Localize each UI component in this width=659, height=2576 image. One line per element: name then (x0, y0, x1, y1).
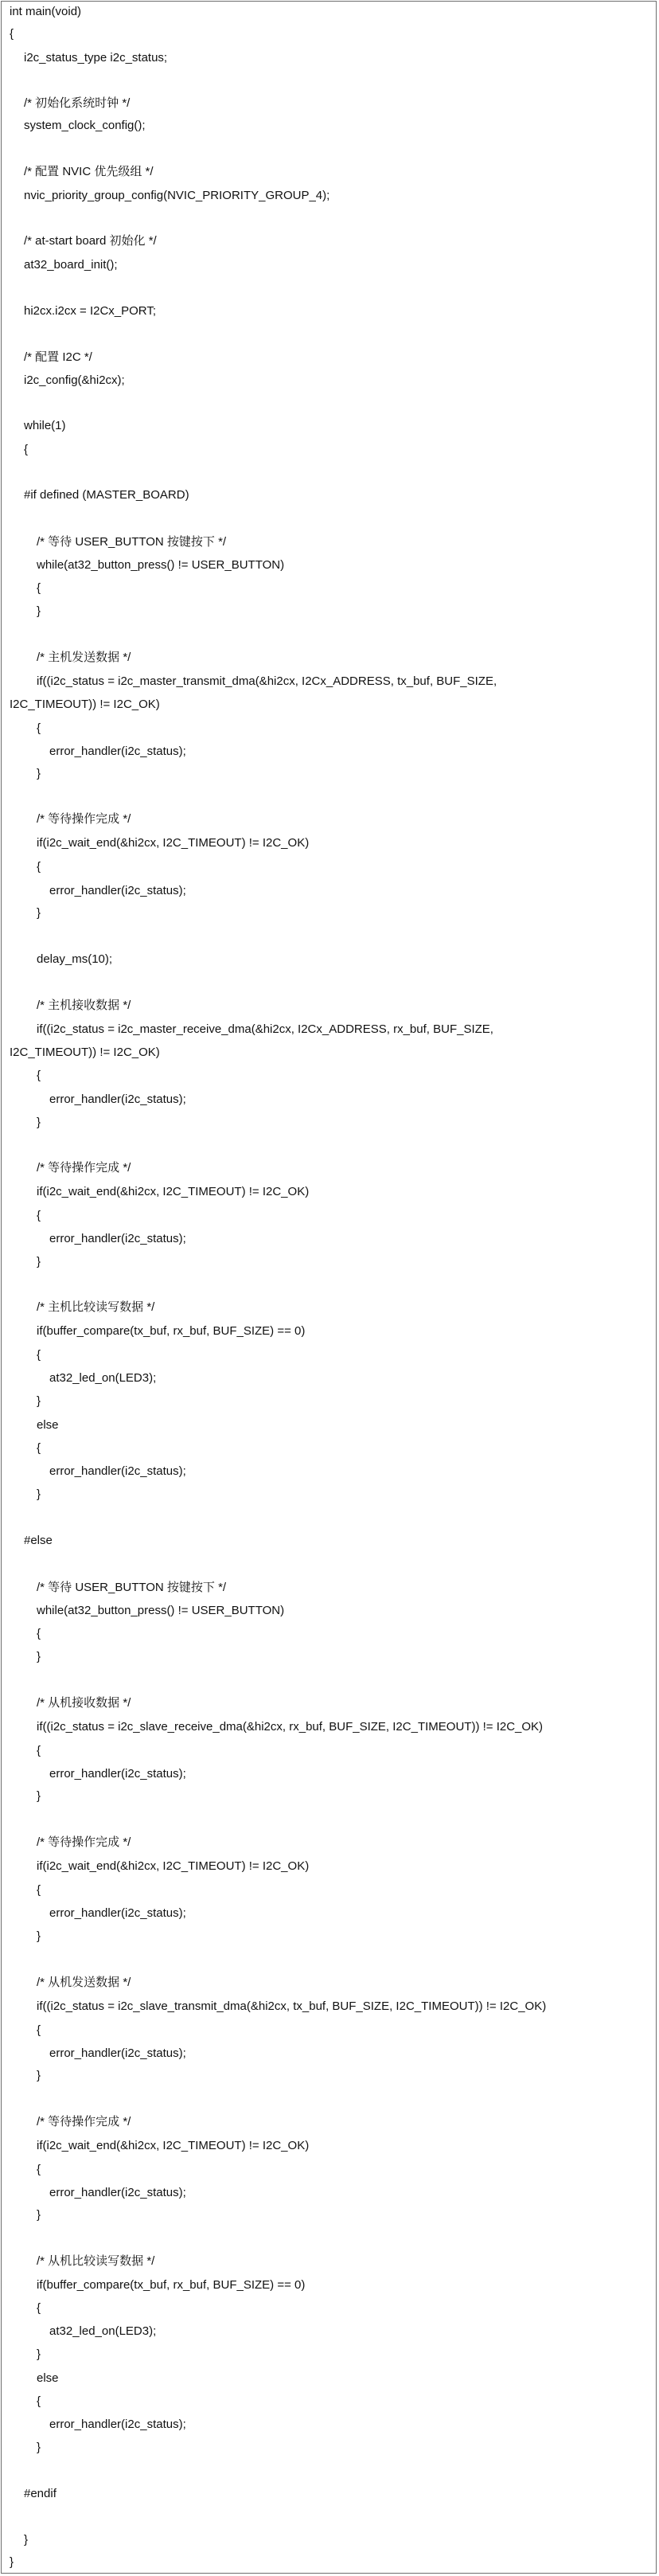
code-line: } (37, 1650, 41, 1663)
code-line: { (37, 1744, 41, 1757)
code-line: nvic_priority_group_config(NVIC_PRIORITY_GROUP_4); (24, 189, 330, 202)
code-line: /* 等待操作完成 */ (37, 1161, 131, 1175)
code-line: /* 主机比较读写数据 */ (37, 1300, 155, 1314)
code-line: { (37, 1441, 41, 1455)
code-line: { (37, 2301, 41, 2315)
code-line: { (10, 27, 14, 41)
code-line: /* 等待操作完成 */ (37, 1835, 131, 1849)
code-line: #else (24, 1534, 53, 1547)
code-line: /* 从机比较读写数据 */ (37, 2254, 155, 2268)
code-line: { (37, 860, 41, 874)
code-line: } (37, 767, 41, 780)
code-line: } (37, 1255, 41, 1268)
code-line: i2c_status_type i2c_status; (24, 51, 168, 64)
code-line: } (37, 1394, 41, 1408)
code-line: system_clock_config(); (24, 119, 146, 132)
code-line: error_handler(i2c_status); (49, 1767, 186, 1781)
code-line: error_handler(i2c_status); (49, 884, 186, 897)
function-signature: int main(void) (10, 5, 82, 18)
code-line: } (37, 1116, 41, 1129)
code-line: error_handler(i2c_status); (49, 2046, 186, 2060)
code-line: #endif (24, 2487, 57, 2500)
code-line: error_handler(i2c_status); (49, 1464, 186, 1478)
code-line: } (24, 2533, 29, 2547)
code-line: /* 等待 USER_BUTTON 按键按下 */ (37, 1581, 227, 1594)
code-line: if((i2c_status = i2c_slave_transmit_dma(&hi2cx, tx_buf, BUF_SIZE, I2C_TIMEOUT)) != I2C_OK) (37, 1999, 547, 2013)
code-line: } (37, 1789, 41, 1803)
code-line: at32_led_on(LED3); (49, 1371, 157, 1385)
code-line: error_handler(i2c_status); (49, 745, 186, 758)
code-line: at32_board_init(); (24, 258, 118, 272)
code-line: error_handler(i2c_status); (49, 1232, 186, 1245)
code-line: /* 主机接收数据 */ (37, 999, 131, 1012)
code-line: } (37, 2069, 41, 2082)
code-line: while(at32_button_press() != USER_BUTTON) (37, 558, 285, 572)
code-line: { (37, 2394, 41, 2408)
code-line: { (37, 1069, 41, 1082)
code-line: } (37, 604, 41, 618)
code-line: /* 配置 I2C */ (24, 350, 92, 364)
code-line: { (37, 1348, 41, 1362)
code-line: /* 初始化系统时钟 */ (24, 96, 131, 110)
code-line: if((i2c_status = i2c_master_receive_dma(&hi2cx, I2Cx_ADDRESS, rx_buf, BUF_SIZE, (37, 1022, 493, 1036)
code-line: /* 等待 USER_BUTTON 按键按下 */ (37, 535, 227, 549)
code-line: } (37, 2208, 41, 2222)
code-line: if(buffer_compare(tx_buf, rx_buf, BUF_SIZE) == 0) (37, 1324, 306, 1338)
code-line: /* 等待操作完成 */ (37, 812, 131, 826)
code-line: /* 从机发送数据 */ (37, 1976, 131, 1989)
code-line: } (37, 2347, 41, 2361)
code-line: } (37, 2441, 41, 2454)
code-line: at32_led_on(LED3); (49, 2324, 157, 2338)
code-line: /* 主机发送数据 */ (37, 651, 131, 664)
code-line: hi2cx.i2cx = I2Cx_PORT; (24, 304, 157, 318)
code-line: error_handler(i2c_status); (49, 1906, 186, 1920)
code-line: { (37, 1883, 41, 1897)
code-line: if(i2c_wait_end(&hi2cx, I2C_TIMEOUT) != I2C_OK) (37, 1859, 310, 1873)
code-listing-frame (1, 1, 657, 2574)
code-line: { (37, 2163, 41, 2176)
code-line: if(i2c_wait_end(&hi2cx, I2C_TIMEOUT) != I2C_OK) (37, 1185, 310, 1198)
code-line: if((i2c_status = i2c_master_transmit_dma(&hi2cx, I2Cx_ADDRESS, tx_buf, BUF_SIZE, (37, 674, 497, 688)
code-line: { (37, 721, 41, 735)
code-line: if(buffer_compare(tx_buf, rx_buf, BUF_SIZE) == 0) (37, 2278, 306, 2292)
code-line: { (37, 2023, 41, 2037)
code-line: { (37, 581, 41, 595)
code-line: } (37, 1929, 41, 1943)
code-line: /* 从机接收数据 */ (37, 1696, 131, 1710)
code-line: if((i2c_status = i2c_slave_receive_dma(&hi2cx, rx_buf, BUF_SIZE, I2C_TIMEOUT)) != I2C_OK) (37, 1720, 544, 1734)
code-line: { (37, 1627, 41, 1640)
code-line: #if defined (MASTER_BOARD) (24, 488, 189, 502)
code-line: else (37, 2371, 59, 2385)
code-line: } (37, 1487, 41, 1501)
code-line: else (37, 1418, 59, 1432)
code-line: { (24, 443, 29, 456)
code-line: /* 等待操作完成 */ (37, 2115, 131, 2128)
code-line: if(i2c_wait_end(&hi2cx, I2C_TIMEOUT) != I2C_OK) (37, 836, 310, 850)
code-line: } (10, 2555, 14, 2569)
code-line: error_handler(i2c_status); (49, 2418, 186, 2431)
code-line: } (37, 906, 41, 920)
code-line: I2C_TIMEOUT)) != I2C_OK) (10, 698, 160, 711)
code-line: error_handler(i2c_status); (49, 2186, 186, 2199)
code-line: while(1) (24, 419, 66, 432)
code-line: { (37, 1209, 41, 1222)
code-line: /* at-start board 初始化 */ (24, 234, 157, 248)
code-line: /* 配置 NVIC 优先级组 */ (24, 165, 154, 178)
code-line: error_handler(i2c_status); (49, 1093, 186, 1106)
code-line: if(i2c_wait_end(&hi2cx, I2C_TIMEOUT) != I2C_OK) (37, 2139, 310, 2152)
code-line: while(at32_button_press() != USER_BUTTON) (37, 1604, 285, 1617)
code-line: I2C_TIMEOUT)) != I2C_OK) (10, 1046, 160, 1059)
code-line: i2c_config(&hi2cx); (24, 373, 125, 387)
code-line: delay_ms(10); (37, 952, 113, 966)
